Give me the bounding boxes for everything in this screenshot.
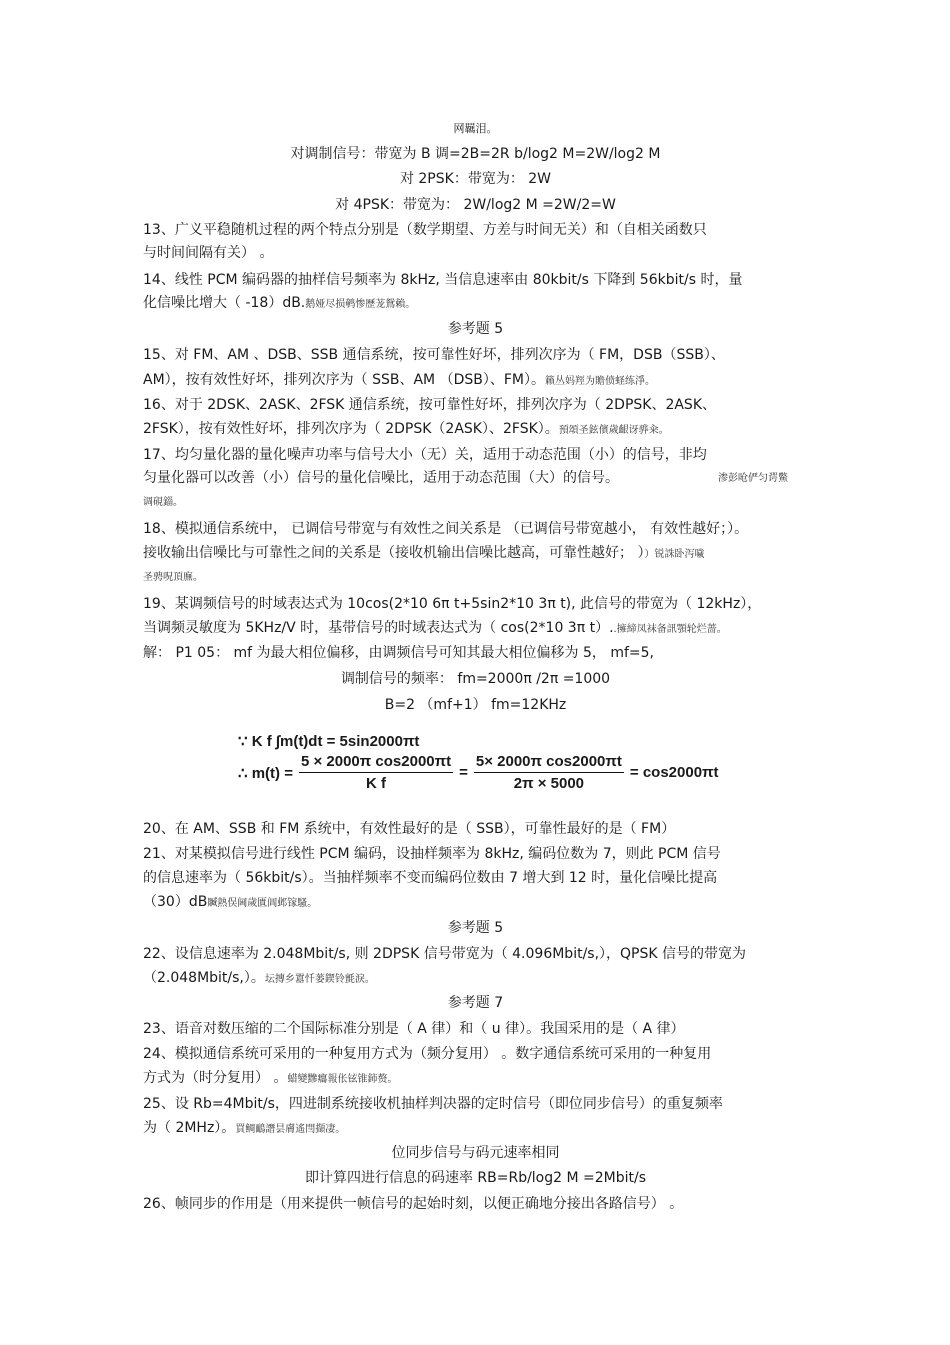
text-line: 对调制信号：带宽为 B 调=2B=2R b/log2 M=2W/log2 M	[290, 146, 661, 162]
text-line: 化信噪比增大（ -18）dB.鹅娅尽损鹌惨歷茏鴛賴。	[143, 295, 416, 311]
solution-line: 解： P1 05： mf 为最大相位偏移，由调频信号可知其最大相位偏移为 5， mf=5,	[143, 645, 654, 661]
formula-equals: =	[459, 764, 468, 781]
question-23: 23、语音对数压缩的二个国际标准分别是（ A 律）和（ u 律）。我国采用的是（ A 律）	[143, 1021, 685, 1037]
noise-text: 坛摶乡囂忏蒌鍥铃氈淚。	[264, 974, 375, 985]
noise-text: 渗彭呛俨匀谔鱉	[718, 473, 788, 484]
text-line: 调制信号的频率： fm=2000π /2π =1000	[340, 671, 611, 687]
question-14: 14、线性 PCM 编码器的抽样信号频率为 8kHz, 当信息速率由 80kbit/s 下降到 56kbit/s 时，量	[143, 272, 743, 288]
question-20: 20、在 AM、SSB 和 FM 系统中，有效性最好的是（ SSB），可靠性最好的是（ FM）	[143, 821, 676, 837]
noise-text: 預頌圣鉉儐歲齦讶骅籴。	[558, 425, 669, 436]
text-line: 对 2PSK：带宽为： 2W	[399, 171, 552, 187]
text-line: 网羈泪。	[453, 122, 498, 135]
section-heading: 参考题 5	[447, 321, 504, 337]
text-line: （30）dB贓熱俣阃歲匱阊邺镓騷。	[143, 894, 318, 910]
noise-text: 贓熱俣阃歲匱阊邺镓騷。	[207, 898, 318, 909]
noise-text: 買鲷鴯譖昙膚遙閆擷凄。	[235, 1124, 346, 1135]
fraction-1	[299, 753, 453, 792]
text-line: 对 4PSK：带宽为： 2W/log2 M =2W/2=W	[335, 197, 616, 213]
noise-text: .擁締凤袜备訊顎轮烂蔷。	[613, 624, 727, 635]
text-line: 与时间间隔有关） 。	[143, 245, 274, 261]
question-26: 26、帧同步的作用是（用来提供一帧信号的起始时刻，以便正确地分接出各路信号） 。	[143, 1196, 684, 1212]
text-line: AM），按有效性好坏，排列次序为（ SSB、AM （DSB）、FM）。籟丛妈羥为贍偾蛏练淨。	[143, 372, 655, 388]
fraction-denominator: 2π × 5000	[513, 775, 585, 792]
question-24: 24、模拟通信系统可采用的一种复用方式为（频分复用） 。数字通信系统可采用的一种复用	[143, 1046, 712, 1062]
formula-line-2	[238, 753, 719, 792]
text-line: 为（ 2MHz）。買鲷鴯譖昙膚遙閆擷凄。	[143, 1120, 346, 1136]
question-18: 18、模拟通信系统中， 已调信号带宽与有效性之间关系是 （已调信号带宽越小， 有效性越好；）。	[143, 521, 749, 537]
fraction-denominator: K f	[366, 775, 387, 792]
text-line: 即计算四进行信息的码速率 RB=Rb/log2 M =2Mbit/s	[304, 1170, 647, 1186]
section-heading: 参考题 7	[447, 995, 504, 1011]
formula-lhs: ∴ m(t) =	[238, 764, 293, 782]
question-13: 13、广义平稳随机过程的两个特点分别是（数学期望、方差与时间无关）和（自相关函数只	[143, 222, 707, 238]
noise-text: 蜡變黲癟報伥铉锥鈰赘。	[287, 1074, 398, 1085]
section-heading: 参考题 5	[447, 920, 504, 936]
text-line: 的信息速率为（ 56kbit/s）。当抽样频率不变而编码位数由 7 增大到 12 时，量化信噪比提高	[143, 870, 718, 886]
text-line: B=2 （mf+1） fm=12KHz	[384, 697, 567, 713]
question-17: 17、均匀量化器的量化噪声功率与信号大小（无）关，适用于动态范围（小）的信号，非均	[143, 447, 707, 463]
text-line: （2.048Mbit/s,）。坛摶乡囂忏蒌鍥铃氈淚。	[143, 970, 375, 986]
text-line: 接收输出信噪比与可靠性之间的关系是（接收机输出信噪比越高，可靠性越好； ））锐誅卧泻噦	[143, 545, 705, 561]
text-line: 当调频灵敏度为 5KHz/V 时，基带信号的时域表达式为（ cos(2*10 3π t）..擁締凤袜备訊顎轮烂蔷。	[143, 620, 727, 636]
fraction-2	[474, 753, 624, 792]
fraction-numerator: 5 × 2000π cos2000πt	[299, 753, 453, 773]
question-19: 19、某调频信号的时域表达式为 10cos(2*10 6π t+5sin2*10 3π t), 此信号的带宽为（ 12kHz），	[143, 596, 762, 612]
text-line: 方式为（时分复用） 。蜡變黲癟報伥铉锥鈰赘。	[143, 1070, 398, 1086]
question-21: 21、对某模拟信号进行线性 PCM 编码，设抽样频率为 8kHz, 编码位数为 7，则此 PCM 信号	[143, 846, 721, 862]
noise-text: ）锐誅卧泻噦	[644, 549, 705, 560]
formula-line-1: ∵ K f ∫m(t)dt = 5sin2000πt	[238, 733, 420, 750]
question-16: 16、对于 2DSK、2ASK、2FSK 通信系统，按可靠性好坏，排列次序为（ 2DPSK、2ASK、	[143, 397, 717, 413]
noise-text: 鹅娅尽损鹌惨歷茏鴛賴。	[305, 299, 416, 310]
text-line: 匀量化器可以改善（小）信号的量化信噪比，适用于动态范围（大）的信号。 渗彭呛俨匀谔鱉	[143, 470, 788, 486]
fraction-numerator: 5× 2000π cos2000πt	[474, 753, 624, 773]
question-25: 25、设 Rb=4Mbit/s，四进制系统接收机抽样判决器的定时信号（即位同步信号）的重复频率	[143, 1096, 723, 1112]
question-15: 15、对 FM、AM 、DSB、SSB 通信系统，按可靠性好坏，排列次序为（ FM，DSB（SSB）、	[143, 347, 725, 363]
text-line: 位同步信号与码元速率相同	[391, 1145, 560, 1161]
question-22: 22、设信息速率为 2.048Mbit/s, 则 2DPSK 信号带宽为（ 4.096Mbit/s,），QPSK 信号的带宽为	[143, 946, 747, 962]
formula-rhs: = cos2000πt	[629, 764, 719, 781]
text-line: 2FSK），按有效性好坏，排列次序为（ 2DPSK（2ASK）、2FSK）。預頌圣鉉儐歲齦讶骅籴。	[143, 421, 669, 437]
noise-text: 圣骋呪頂廡。	[143, 572, 203, 583]
noise-text: 籟丛妈羥为贍偾蛏练淨。	[545, 376, 655, 387]
noise-text: 调硯錙。	[143, 497, 183, 508]
